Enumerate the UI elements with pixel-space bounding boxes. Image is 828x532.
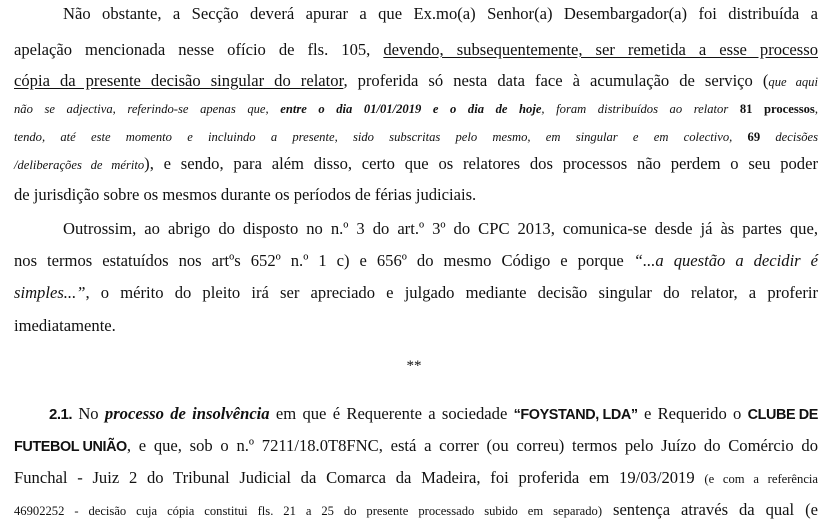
paragraph-1-line-4: não se adjectiva, referindo-se apenas que, entre o dia 01/01/2019 e o dia de hoje, foram distribuídos ao relator 81 processos, bbox=[14, 102, 818, 116]
paragraph-3-line-1: 2.1. No processo de insolvência em que é Requerente a sociedade “FOYSTAND, LDA” e Requerido o CLUBE DE bbox=[49, 404, 818, 423]
paragraph-1-line-6: /deliberações de mérito), e sendo, para além disso, certo que os relatores dos processos não perdem o seu poder bbox=[14, 154, 818, 173]
section-number: 2.1. bbox=[49, 406, 73, 423]
paragraph-1-line-7: de jurisdição sobre os mesmos durante os períodos de férias judiciais. bbox=[14, 185, 477, 204]
underlined-phrase-cont: cópia da presente decisão singular do relator bbox=[14, 71, 344, 90]
paragraph-2-line-2: nos termos estatuídos nos artºs 652º n.º 1 c) e 656º do mesmo Código e porque “...a questão a decidir é bbox=[14, 251, 818, 270]
paragraph-3-line-4: 46902252 - decisão cuja cópia constitui fls. 21 a 25 do presente processado subido em separado) sentença através da qual (e bbox=[14, 500, 818, 519]
section-separator: ** bbox=[406, 358, 422, 374]
paragraph-2-line-4: imediatamente. bbox=[14, 316, 116, 335]
paragraph-2-line-1: Outrossim, ao abrigo do disposto no n.º 3 do art.º 3º do CPC 2013, comunica-se desde já às partes que, bbox=[63, 219, 818, 238]
paragraph-2-line-3: simples...”, o mérito do pleito irá ser apreciado e julgado mediante decisão singular do relator, a proferir bbox=[14, 283, 818, 302]
paragraph-1-line-2: apelação mencionada nesse ofício de fls. 105, devendo, subsequentemente, ser remetida a esse processo bbox=[14, 40, 818, 59]
paragraph-3-line-3: Funchal - Juiz 2 do Tribunal Judicial da Comarca da Madeira, foi proferida em 19/03/2019 (e com a referência bbox=[14, 468, 819, 487]
paragraph-3-line-2: FUTEBOL UNIÃO, e que, sob o n.º 7211/18.0T8FNC, está a correr (ou correu) termos pelo Juízo do Comércio do bbox=[14, 436, 818, 455]
paragraph-1-line-1: Não obstante, a Secção deverá apurar a que Ex.mo(a) Senhor(a) Desembargador(a) foi distribuída a bbox=[63, 4, 818, 23]
underlined-phrase: devendo, subsequentemente, ser remetida a esse processo bbox=[383, 40, 818, 59]
paragraph-1-line-3: cópia da presente decisão singular do relator, proferida só nesta data face à acumulação de serviço (que aqui bbox=[14, 71, 818, 90]
paragraph-1-line-5: tendo, até este momento e incluindo a presente, sido subscritas pelo mesmo, em singular e em colectivo, 69 decisões bbox=[14, 130, 819, 144]
